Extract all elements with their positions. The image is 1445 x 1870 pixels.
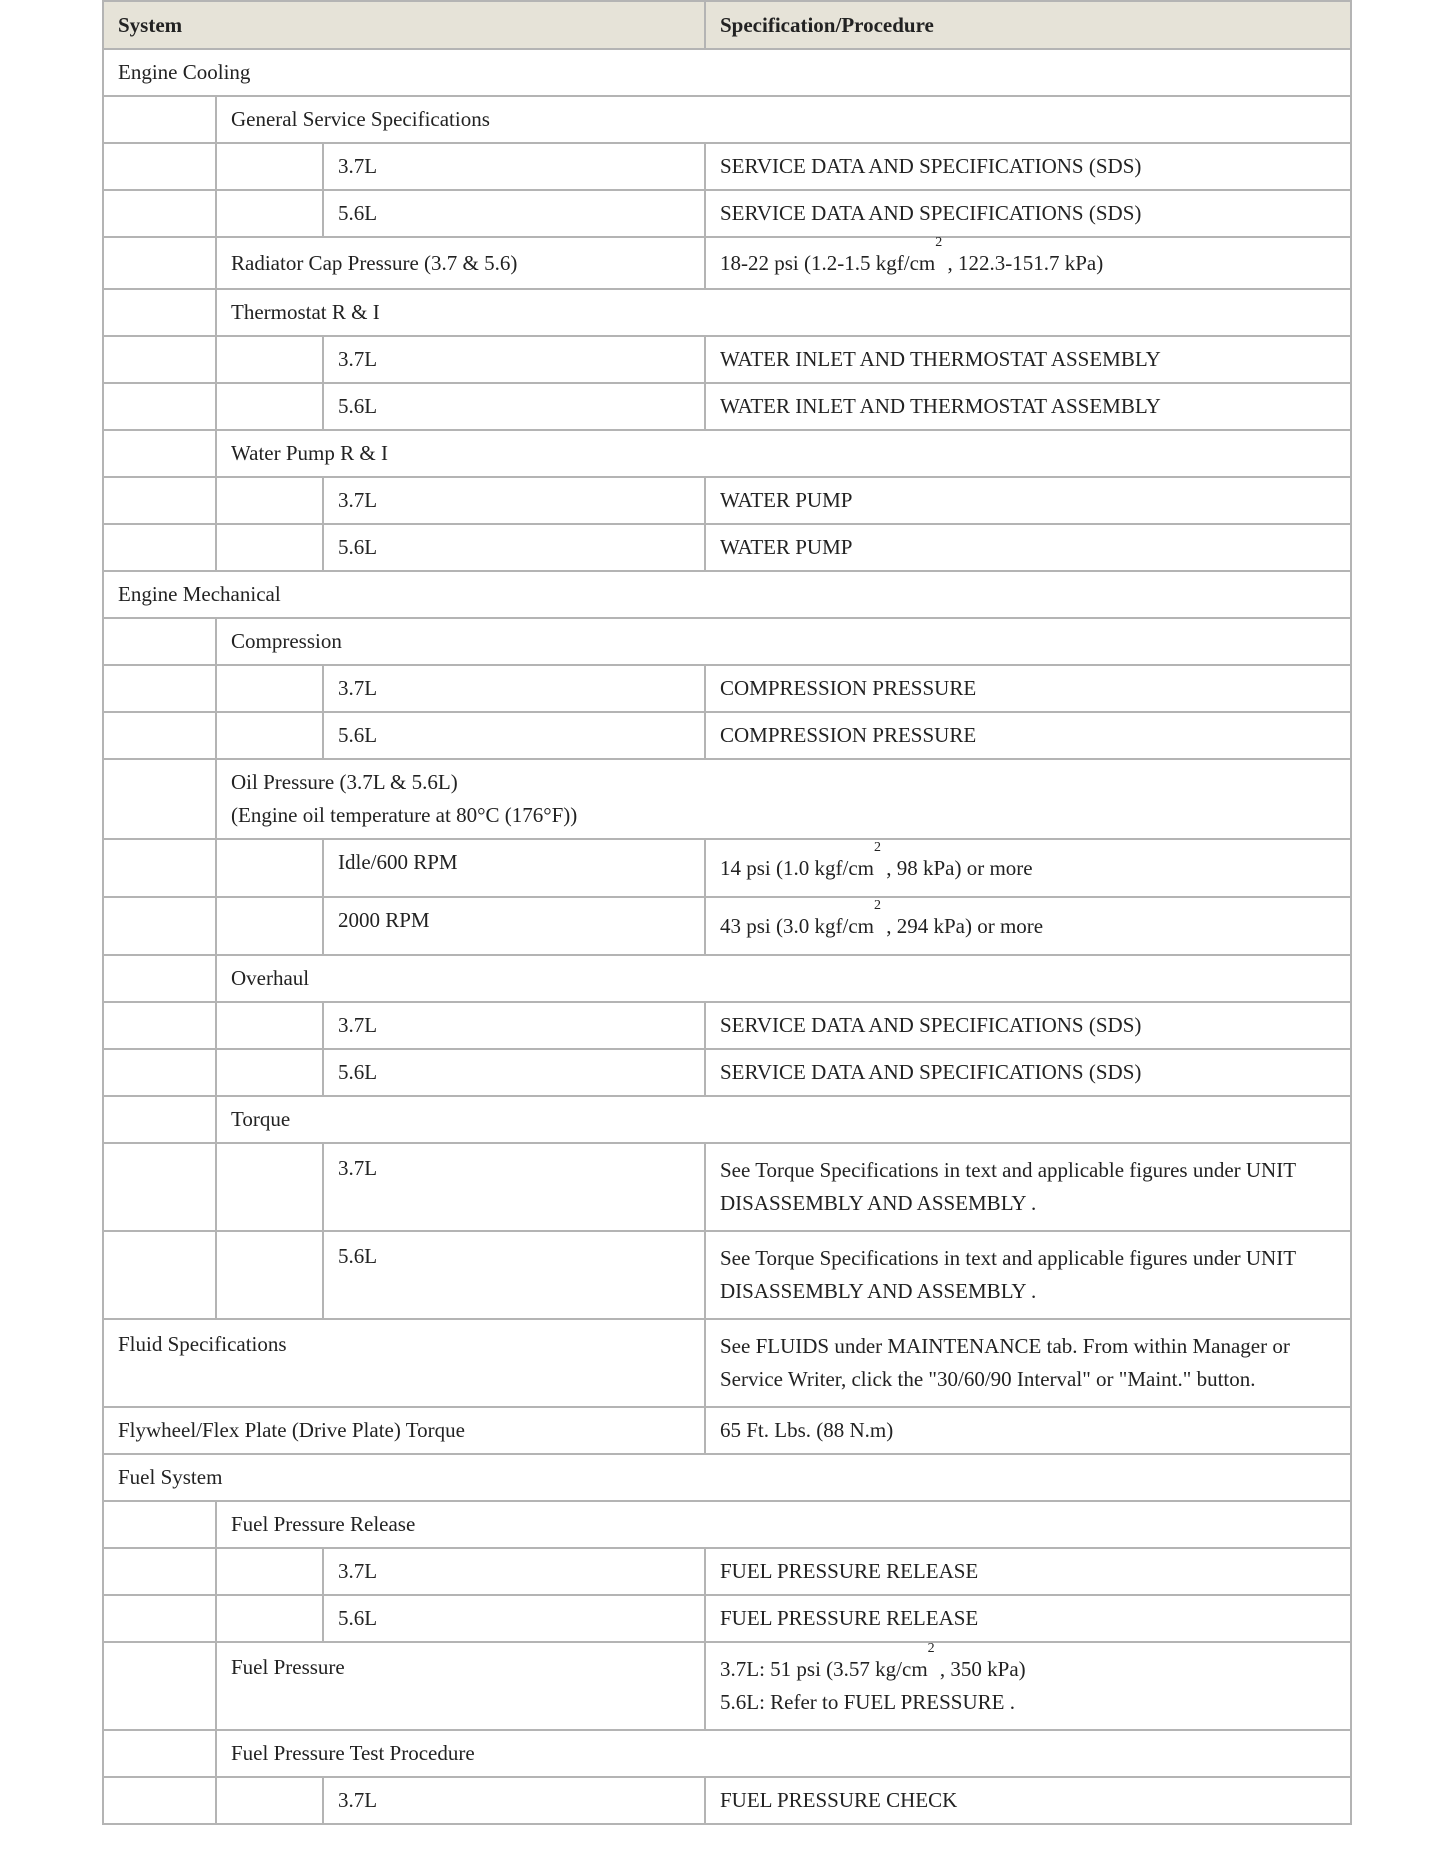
indent-cell <box>216 712 323 759</box>
engine-label: 5.6L <box>323 712 705 759</box>
engine-label: 3.7L <box>323 1143 705 1231</box>
spec-line: 5.6L: Refer to FUEL PRESSURE . <box>720 1690 1015 1714</box>
spec-cell: 65 Ft. Lbs. (88 N.m) <box>705 1407 1351 1454</box>
indent-cell <box>103 618 216 665</box>
section-flywheel-torque: Flywheel/Flex Plate (Drive Plate) Torque <box>103 1407 705 1454</box>
spec-cell: SERVICE DATA AND SPECIFICATIONS (SDS) <box>705 1002 1351 1049</box>
spec-cell: COMPRESSION PRESSURE <box>705 712 1351 759</box>
table-row <box>103 1548 1351 1595</box>
spec-cell: WATER PUMP <box>705 524 1351 571</box>
table-row <box>103 839 1351 897</box>
rpm-label: 2000 RPM <box>323 897 705 955</box>
subsection-oil-pressure <box>216 759 1351 839</box>
indent-cell <box>103 1777 216 1824</box>
table-row <box>103 430 1351 477</box>
table-row <box>103 1642 1351 1730</box>
table-row <box>103 49 1351 96</box>
indent-cell <box>103 1096 216 1143</box>
indent-cell <box>103 96 216 143</box>
indent-cell <box>103 897 216 955</box>
fuel-pressure-label: Fuel Pressure <box>216 1642 705 1730</box>
indent-cell <box>103 143 216 190</box>
table-row <box>103 618 1351 665</box>
indent-cell <box>216 477 323 524</box>
indent-cell <box>103 430 216 477</box>
table-row <box>103 1002 1351 1049</box>
engine-label: 5.6L <box>323 383 705 430</box>
table-row <box>103 571 1351 618</box>
table-row <box>103 1595 1351 1642</box>
engine-label: 3.7L <box>323 665 705 712</box>
subsection-overhaul: Overhaul <box>216 955 1351 1002</box>
spec-cell: See FLUIDS under MAINTENANCE tab. From within Manager or Service Writer, click the "30/60/90 Interval" or "Maint." button. <box>705 1319 1351 1407</box>
indent-cell <box>216 383 323 430</box>
spec-cell <box>705 1642 1351 1730</box>
spec-cell: See Torque Specifications in text and applicable figures under UNIT DISASSEMBLY AND ASSEMBLY . <box>705 1143 1351 1231</box>
table-row <box>103 143 1351 190</box>
section-engine-cooling: Engine Cooling <box>103 49 1351 96</box>
spec-cell: SERVICE DATA AND SPECIFICATIONS (SDS) <box>705 190 1351 237</box>
spec-cell: COMPRESSION PRESSURE <box>705 665 1351 712</box>
indent-cell <box>216 897 323 955</box>
indent-cell <box>103 839 216 897</box>
spec-cell: SERVICE DATA AND SPECIFICATIONS (SDS) <box>705 143 1351 190</box>
spec-cell: FUEL PRESSURE CHECK <box>705 1777 1351 1824</box>
spec-cell: SERVICE DATA AND SPECIFICATIONS (SDS) <box>705 1049 1351 1096</box>
table-row <box>103 1231 1351 1319</box>
indent-cell <box>216 1548 323 1595</box>
indent-cell <box>216 839 323 897</box>
subsection-torque: Torque <box>216 1096 1351 1143</box>
table-row <box>103 1143 1351 1231</box>
engine-label: 5.6L <box>323 1595 705 1642</box>
indent-cell <box>103 1642 216 1730</box>
spec-cell: WATER INLET AND THERMOSTAT ASSEMBLY <box>705 383 1351 430</box>
indent-cell <box>216 1777 323 1824</box>
subsection-fuel-pressure-release: Fuel Pressure Release <box>216 1501 1351 1548</box>
section-fuel-system: Fuel System <box>103 1454 1351 1501</box>
indent-cell <box>103 336 216 383</box>
indent-cell <box>216 190 323 237</box>
engine-label: 3.7L <box>323 477 705 524</box>
spec-cell: FUEL PRESSURE RELEASE <box>705 1548 1351 1595</box>
header-specification: Specification/Procedure <box>705 1 1351 49</box>
table-row <box>103 289 1351 336</box>
subsection-thermostat: Thermostat R & I <box>216 289 1351 336</box>
subsection-fuel-pressure-test: Fuel Pressure Test Procedure <box>216 1730 1351 1777</box>
table-row <box>103 190 1351 237</box>
table-row <box>103 1096 1351 1143</box>
indent-cell <box>103 759 216 839</box>
table-row <box>103 96 1351 143</box>
rpm-label: Idle/600 RPM <box>323 839 705 897</box>
indent-cell <box>103 289 216 336</box>
superscript: 2 <box>873 839 881 855</box>
spec-cell: WATER PUMP <box>705 477 1351 524</box>
indent-cell <box>103 1548 216 1595</box>
table-row <box>103 1319 1351 1407</box>
engine-label: 3.7L <box>323 1548 705 1595</box>
spec-line <box>720 1641 1336 1686</box>
engine-label: 3.7L <box>323 1777 705 1824</box>
indent-cell <box>103 524 216 571</box>
indent-cell <box>103 237 216 289</box>
subsection-general-service: General Service Specifications <box>216 96 1351 143</box>
spec-text: 3.7L: 51 psi (3.57 kg/cm <box>720 1657 928 1681</box>
indent-cell <box>103 955 216 1002</box>
table-row <box>103 477 1351 524</box>
indent-cell <box>103 1730 216 1777</box>
engine-label: 3.7L <box>323 336 705 383</box>
indent-cell <box>103 1049 216 1096</box>
indent-cell <box>216 524 323 571</box>
indent-cell <box>216 1595 323 1642</box>
engine-label: 5.6L <box>323 190 705 237</box>
table-row <box>103 383 1351 430</box>
indent-cell <box>216 143 323 190</box>
engine-label: 3.7L <box>323 143 705 190</box>
engine-label: 5.6L <box>323 1049 705 1096</box>
indent-cell <box>103 1595 216 1642</box>
spec-cell: FUEL PRESSURE RELEASE <box>705 1595 1351 1642</box>
indent-cell <box>216 336 323 383</box>
spec-cell <box>705 839 1351 897</box>
table-row <box>103 336 1351 383</box>
engine-label: 5.6L <box>323 524 705 571</box>
table-row <box>103 712 1351 759</box>
indent-cell <box>103 1501 216 1548</box>
indent-cell <box>216 1143 323 1231</box>
indent-cell <box>103 383 216 430</box>
table-row <box>103 665 1351 712</box>
table-row <box>103 1407 1351 1454</box>
indent-cell <box>103 665 216 712</box>
superscript: 2 <box>935 234 943 250</box>
table-row <box>103 897 1351 955</box>
superscript: 2 <box>927 1641 935 1656</box>
spec-text: , 122.3-151.7 kPa) <box>942 250 1104 275</box>
indent-cell <box>103 477 216 524</box>
indent-cell <box>103 190 216 237</box>
spec-cell: See Torque Specifications in text and applicable figures under UNIT DISASSEMBLY AND ASSEMBLY . <box>705 1231 1351 1319</box>
spec-cell <box>705 234 1351 289</box>
spec-cell <box>705 897 1351 955</box>
table-row <box>103 237 1351 289</box>
indent-cell <box>216 665 323 712</box>
specification-table <box>102 0 1352 1825</box>
table-row <box>103 1049 1351 1096</box>
indent-cell <box>216 1049 323 1096</box>
spec-text: , 98 kPa) or more <box>880 855 1033 880</box>
spec-text: 18-22 psi (1.2-1.5 kgf/cm <box>720 250 936 275</box>
table-row <box>103 955 1351 1002</box>
section-engine-mechanical: Engine Mechanical <box>103 571 1351 618</box>
subsection-compression: Compression <box>216 618 1351 665</box>
engine-label: 5.6L <box>323 1231 705 1319</box>
table-header-row <box>103 1 1351 49</box>
table-row <box>103 1777 1351 1824</box>
radiator-cap-label: Radiator Cap Pressure (3.7 & 5.6) <box>216 237 705 289</box>
spec-text: , 294 kPa) or more <box>880 913 1044 938</box>
indent-cell <box>103 712 216 759</box>
oil-pressure-line: Oil Pressure (3.7L & 5.6L) <box>231 770 458 794</box>
spec-text: 43 psi (3.0 kgf/cm <box>720 913 874 938</box>
indent-cell <box>103 1002 216 1049</box>
indent-cell <box>103 1231 216 1319</box>
table-row <box>103 1454 1351 1501</box>
table-row <box>103 524 1351 571</box>
indent-cell <box>216 1231 323 1319</box>
indent-cell <box>103 1143 216 1231</box>
table-row <box>103 759 1351 839</box>
table-row <box>103 1730 1351 1777</box>
table-row <box>103 1501 1351 1548</box>
engine-label: 3.7L <box>323 1002 705 1049</box>
spec-cell: WATER INLET AND THERMOSTAT ASSEMBLY <box>705 336 1351 383</box>
spec-text: , 350 kPa) <box>934 1657 1026 1681</box>
indent-cell <box>216 1002 323 1049</box>
oil-pressure-line: (Engine oil temperature at 80°C (176°F)) <box>231 803 578 827</box>
spec-text: 14 psi (1.0 kgf/cm <box>720 855 874 880</box>
header-system: System <box>103 1 705 49</box>
subsection-water-pump: Water Pump R & I <box>216 430 1351 477</box>
section-fluid-specifications: Fluid Specifications <box>103 1319 705 1407</box>
superscript: 2 <box>873 897 881 913</box>
